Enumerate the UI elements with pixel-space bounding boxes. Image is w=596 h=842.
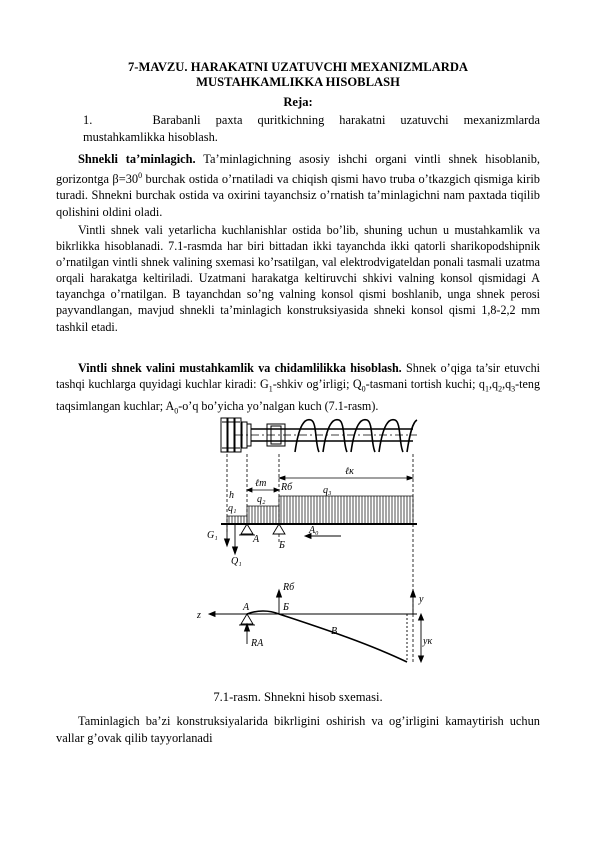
paragraph-shnek-feeder: Shnekli ta’minlagich. Ta’minlagichning asosiy ishchi organi vintli shnek hisoblanib, gorizontga $\beta=30^0$ burchak ostida o’rnatiladi va chiqish qismi havo truba o’tkazgich qismiga kirib turadi. Shnekni burchak ostida va oxirini tayanchsiz o’rnatish ta’minlagichni nam paxtada tiqilib qolishini oldini oladi. [56, 152, 540, 219]
chapter-title-line2: MUSTAHKAMLIKKA HISOBLASH [196, 75, 400, 89]
plan-heading: Reja: [283, 95, 313, 109]
chapter-title-line1: 7-MAVZU. HARAKATNI UZATUVCHI MEXANIZMLARDA [127, 60, 469, 74]
label-yk: yк [423, 636, 433, 647]
label-v: В [331, 626, 338, 637]
label-a-top: A [253, 534, 260, 545]
paragraph-strength-calc: Vintli shnek valini mustahkamlik va chidamlilikka hisoblash. Shnek o’qiga ta’sir etuvchi tashqi kuchlarga quyidagi kuchlar kiradi: $G_1$-shkiv og’irligi; $Q_0$-tasmani tortish kuchi; $q_1,q_2,q_3$-teng taqsimlangan kuchlar; $A_0-o’q$ bo’yicha yo’nalgan kuch (7.1-rasm). [56, 361, 540, 415]
chapter-title [56, 60, 540, 90]
label-y: y [419, 594, 424, 605]
distributed-load [227, 496, 413, 524]
label-a: A [243, 602, 250, 613]
label-b: Б [283, 602, 289, 613]
label-h: h [229, 490, 234, 501]
label-rb-top: Rб [281, 482, 293, 493]
deflection-scheme [209, 590, 424, 662]
paragraph-hollow-shafts: Taminlagich ba’zi konstruksiyalarida bikrligini oshirish va og’irligini kamaytirish uchun vallar g’ovak qilib tayyorlanadi [56, 714, 540, 745]
support-b-top [273, 524, 285, 534]
elastic-curve [247, 611, 407, 662]
label-q1: q₁ [228, 503, 237, 514]
paragraph-strength-calc-heading: Vintli shnek valini mustahkamlik va chidamlilikka hisoblash. [78, 361, 402, 375]
label-rb: Rб [283, 582, 295, 593]
label-g1: G₁ [207, 530, 218, 541]
plan-item-line1 [83, 112, 540, 129]
label-a0: A₀ [309, 525, 319, 536]
label-q2: q₂ [257, 494, 266, 505]
plan-item-line2: mustahkamlikka hisoblash. [83, 130, 218, 144]
label-lk: ℓк [345, 466, 354, 477]
label-z: z [197, 610, 201, 621]
label-ra: RA [251, 638, 264, 649]
paragraph-shaft-description: Vintli shnek vali yetarlicha kuchlanishlar ostida bo’lib, shuning uchun u mustahkamlik va bikrlikka hisoblanadi. 7.1-rasmda har biri bittadan ikki tayanchda ikki qatorli sharikopodshipnik o’rnatilgan vintli shnek valining sxemasi ko’rsatilgan, val elektrodvigateldan ponali tasmali uzatma orqali harakatga keltiriladi. Uzatmani harakatga keltiruvchi shkivi valning konsol qismidagi A tayanchga o’rnatilgan. B tayanchdan so’ng valning konsol qismi boshlanib, unga shnek perosi payvandlangan, mavjud shnekli ta’minlagich konstruksiyasida shneki konsol qismi 1,8-2,2 mm tashkil etadi. [56, 223, 540, 334]
figure-caption: 7.1-rasm. Shnekni hisob sxemasi. [213, 690, 383, 704]
label-q: Q₁ [231, 556, 242, 567]
plan-item-text: Barabanli paxta quritkichning harakatni uzatuvchi mexanizmlarda [152, 113, 540, 127]
label-q3: q₃ [323, 485, 332, 496]
label-b-top: Б [279, 540, 285, 551]
paragraph-shnek-feeder-heading: Shnekli ta’minlagich. [78, 152, 196, 166]
label-lt: ℓт [255, 478, 267, 489]
shnek-scheme-figure [195, 414, 435, 676]
force-g1 [225, 524, 238, 554]
helix-flight [295, 420, 319, 452]
plan-item-number: 1. [83, 113, 93, 127]
plan-item [83, 112, 540, 146]
shnek-drawing [221, 418, 417, 452]
